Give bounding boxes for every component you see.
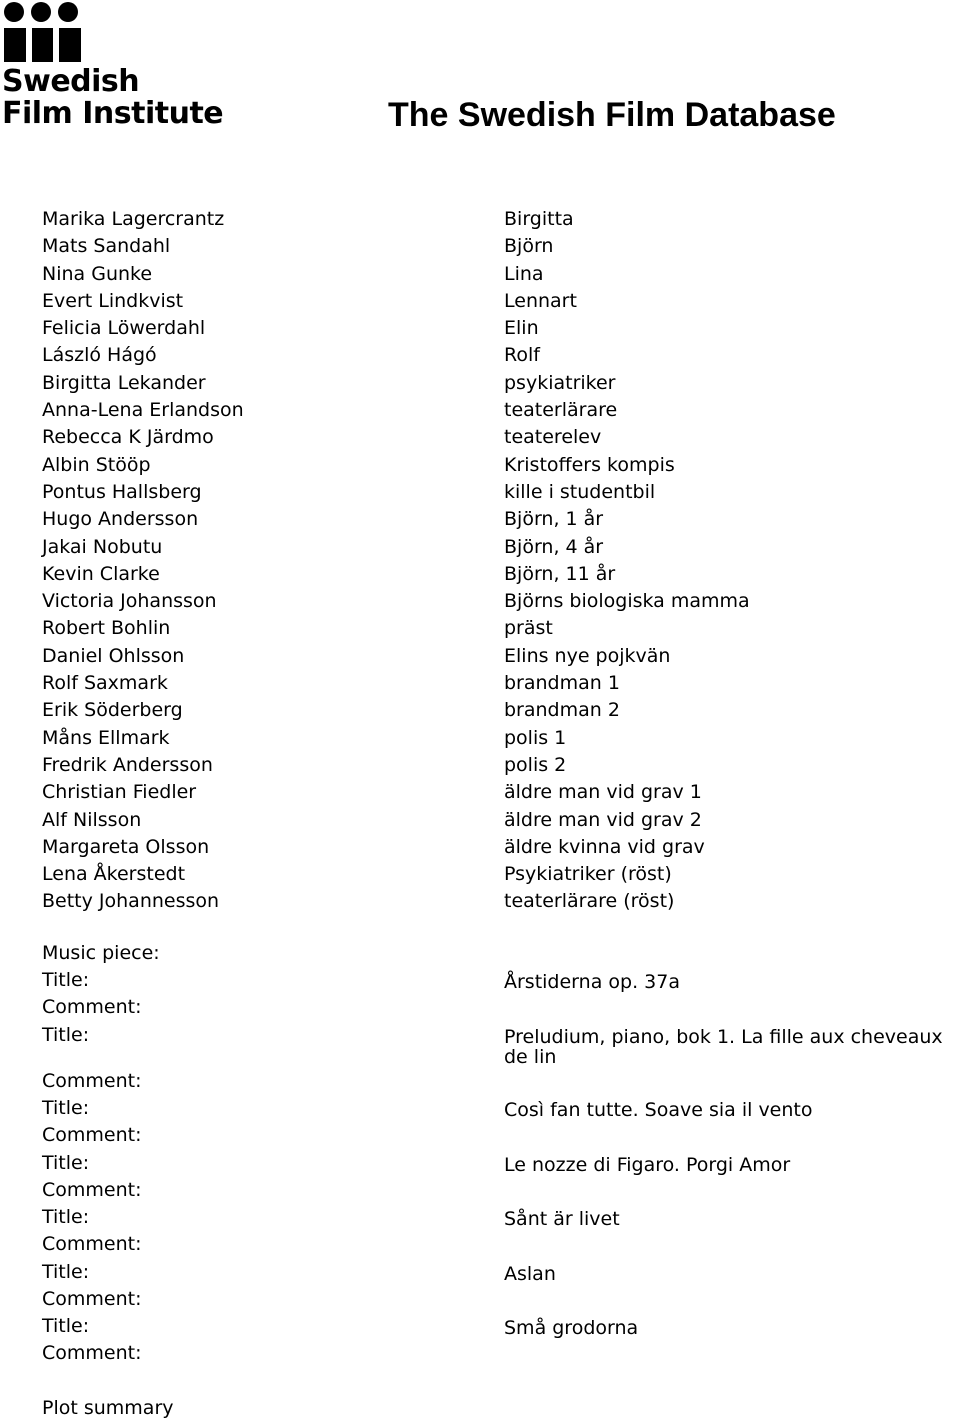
page-title: The Swedish Film Database	[388, 96, 836, 134]
cast-role-column	[504, 206, 750, 916]
music-title-label: Title:	[42, 1024, 90, 1046]
cast-actor: Fredrik Andersson	[42, 753, 213, 776]
cast-role: polis 2	[504, 753, 567, 776]
cast-role: äldre kvinna vid grav	[504, 835, 705, 858]
music-title-label: Title:	[42, 1206, 90, 1228]
music-comment-label: Comment:	[42, 1288, 142, 1310]
cast-role: Lennart	[504, 289, 577, 312]
cast-role: Elin	[504, 317, 539, 340]
cast-actor: Alf Nilsson	[42, 808, 142, 831]
cast-actor: Margareta Olsson	[42, 835, 210, 858]
cast-role: Björn, 4 år	[504, 535, 604, 558]
music-title-label: Title:	[42, 1315, 90, 1337]
cast-role: kille i studentbil	[504, 480, 656, 503]
logo-text-line1: Swedish	[2, 64, 140, 99]
cast-role: Björns biologiska mamma	[504, 590, 750, 613]
cast-role: Rolf	[504, 344, 540, 367]
cast-role: Lina	[504, 262, 544, 285]
music-comment-label: Comment:	[42, 996, 142, 1018]
cast-role: polis 1	[504, 726, 567, 749]
cast-role: Björn, 11 år	[504, 562, 616, 585]
music-title-value: Così fan tutte. Soave sia il vento	[504, 1099, 813, 1121]
cast-role: psykiatriker	[504, 371, 616, 394]
plot-summary-heading: Plot summary	[42, 1397, 174, 1419]
logo-text-line2: Film Institute	[2, 96, 224, 131]
cast-role: brandman 2	[504, 699, 620, 722]
cast-role: teaterlärare	[504, 399, 618, 422]
cast-actor: Robert Bohlin	[42, 617, 171, 640]
cast-role: Kristoffers kompis	[504, 453, 675, 476]
cast-role: Psykiatriker (röst)	[504, 863, 672, 886]
music-title-label: Title:	[42, 1097, 90, 1119]
cast-role: Elins nye pojkvän	[504, 644, 671, 667]
cast-actor: Anna-Lena Erlandson	[42, 399, 244, 422]
logo-bars-icon	[4, 28, 81, 62]
music-title-label: Title:	[42, 1261, 90, 1283]
cast-actor: Albin Stööp	[42, 453, 151, 476]
cast-role: äldre man vid grav 2	[504, 808, 702, 831]
cast-actor: Nina Gunke	[42, 262, 153, 285]
music-title-label: Title:	[42, 1152, 90, 1174]
music-title-value: Små grodorna	[504, 1317, 639, 1339]
cast-actor: Evert Lindkvist	[42, 289, 184, 312]
cast-actor: Rebecca K Järdmo	[42, 426, 214, 449]
cast-actor: Måns Ellmark	[42, 726, 170, 749]
cast-actor: László Hágó	[42, 344, 157, 367]
music-comment-label: Comment:	[42, 1233, 142, 1255]
cast-role: präst	[504, 617, 553, 640]
cast-actor: Birgitta Lekander	[42, 371, 206, 394]
music-comment-label: Comment:	[42, 1179, 142, 1201]
music-title-value: Aslan	[504, 1263, 556, 1285]
cast-actor: Betty Johannesson	[42, 890, 220, 913]
cast-actor: Hugo Andersson	[42, 508, 199, 531]
music-title-label: Title:	[42, 969, 90, 991]
cast-actor-column	[42, 206, 244, 916]
cast-role: Björn, 1 år	[504, 508, 604, 531]
cast-role: teaterelev	[504, 426, 602, 449]
music-title-value: Årstiderna op. 37a	[504, 971, 680, 993]
music-comment-label: Comment:	[42, 1070, 142, 1092]
sfi-logo	[2, 0, 224, 135]
cast-actor: Erik Söderberg	[42, 699, 183, 722]
cast-actor: Mats Sandahl	[42, 235, 171, 258]
cast-actor: Rolf Saxmark	[42, 672, 168, 695]
music-title-value: Le nozze di Figaro. Porgi Amor	[504, 1154, 791, 1176]
cast-actor: Jakai Nobutu	[42, 535, 163, 558]
music-title-value: Preludium, piano, bok 1. La fille aux cheveaux de lin	[504, 1026, 943, 1068]
cast-actor: Christian Fiedler	[42, 781, 197, 804]
cast-actor: Kevin Clarke	[42, 562, 160, 585]
music-comment-label: Comment:	[42, 1342, 142, 1364]
cast-actor: Lena Åkerstedt	[42, 863, 186, 886]
cast-role: Birgitta	[504, 208, 574, 230]
cast-role: brandman 1	[504, 672, 620, 695]
cast-role: Björn	[504, 235, 554, 258]
music-heading: Music piece:	[42, 942, 160, 964]
cast-role: teaterlärare (röst)	[504, 890, 675, 913]
cast-role: äldre man vid grav 1	[504, 781, 702, 804]
cast-actor: Felicia Löwerdahl	[42, 317, 206, 340]
music-title-value: Sånt är livet	[504, 1208, 620, 1230]
cast-actor: Daniel Ohlsson	[42, 644, 185, 667]
cast-actor: Victoria Johansson	[42, 590, 217, 613]
music-comment-label: Comment:	[42, 1124, 142, 1146]
cast-actor: Pontus Hallsberg	[42, 480, 202, 503]
cast-actor: Marika Lagercrantz	[42, 208, 225, 230]
